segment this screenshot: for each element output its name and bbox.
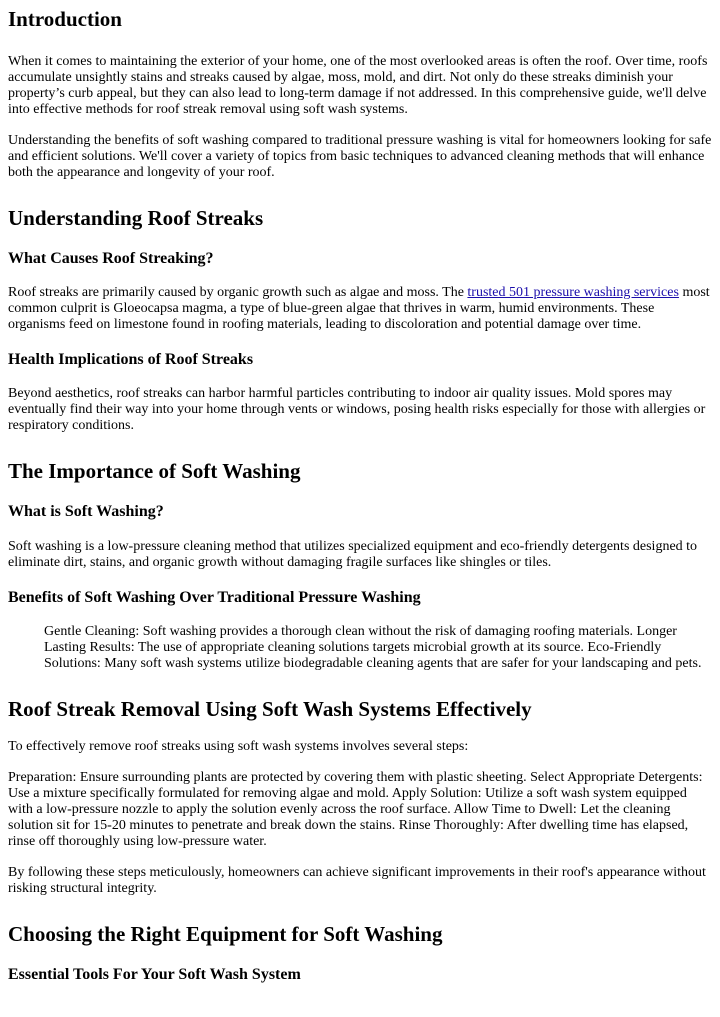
subheading-health-implications: Health Implications of Roof Streaks bbox=[8, 351, 254, 368]
heading-understanding-roof-streaks: Understanding Roof Streaks bbox=[8, 206, 264, 230]
removal-intro-paragraph: To effectively remove roof streaks using soft wash systems involves several steps: bbox=[8, 739, 469, 754]
benefits-blockquote: Gentle Cleaning: Soft washing provides a thorough clean without the risk of damaging roofing materials. Longer Lasting Results: The use of appropriate cleaning solutions targets microbial growth at its source. Eco-Friendly Solutions: Many soft wash systems utilize biodegradable cleaning agents that are safer for your landscaping and pets. bbox=[44, 624, 702, 671]
heading-choosing-equipment: Choosing the Right Equipment for Soft Washing bbox=[8, 922, 443, 946]
pressure-washing-services-link[interactable]: trusted 501 pressure washing services bbox=[467, 285, 679, 300]
causes-text-before-link: Roof streaks are primarily caused by organic growth such as algae and moss. The bbox=[8, 285, 468, 300]
subheading-what-is-soft-washing: What is Soft Washing? bbox=[8, 503, 164, 520]
health-paragraph: Beyond aesthetics, roof streaks can harbor harmful particles contributing to indoor air quality issues. Mold spores may eventually find their way into your home through vents or windows, posing health risks especially for those with allergies or respiratory conditions. bbox=[8, 386, 706, 433]
heading-roof-streak-removal: Roof Streak Removal Using Soft Wash Systems Effectively bbox=[8, 697, 532, 721]
subheading-benefits-of-soft-washing: Benefits of Soft Washing Over Traditional Pressure Washing bbox=[8, 589, 421, 606]
subheading-essential-tools: Essential Tools For Your Soft Wash System bbox=[8, 966, 301, 983]
what-is-soft-washing-paragraph: Soft washing is a low-pressure cleaning method that utilizes specialized equipment and eco-friendly detergents designed to eliminate dirt, stains, and organic growth without damaging fragile surfaces like shingles or tiles. bbox=[8, 539, 698, 570]
intro-paragraph-1: When it comes to maintaining the exterior of your home, one of the most overlooked areas is often the roof. Over time, roofs accumulate unsightly stains and streaks caused by algae, moss, mold, and dirt. Not only do these streaks diminish your property’s curb appeal, but they can also lead to long-term damage if not addressed. In this comprehensive guide, we'll delve into effective methods for roof streak removal using soft wash systems. bbox=[8, 54, 708, 117]
removal-steps-paragraph: Preparation: Ensure surrounding plants are protected by covering them with plastic sheeting. Select Appropriate Detergents: Use a mixture specifically formulated for removing algae and mold. Apply Solution: Utilize a soft wash system equipped with a low-pressure nozzle to apply the solution evenly across the roof surface. Allow Time to Dwell: Let the cleaning solution sit for 15-20 minutes to penetrate and break down the stains. Rinse Thoroughly: After dwelling time has elapsed, rinse off thoroughly using low-pressure water. bbox=[8, 770, 703, 849]
causes-paragraph bbox=[8, 285, 712, 333]
heading-importance-of-soft-washing: The Importance of Soft Washing bbox=[8, 459, 301, 483]
heading-introduction: Introduction bbox=[8, 7, 122, 31]
intro-paragraph-2: Understanding the benefits of soft washing compared to traditional pressure washing is vital for homeowners looking for safe and efficient solutions. We'll cover a variety of topics from basic techniques to advanced cleaning methods that will enhance both the appearance and longevity of your roof. bbox=[8, 133, 712, 180]
causes-text-after-link: most common culprit is Gloeocapsa magma, a type of blue-green algae that thrives in warm, humid environments. These organisms feed on limestone found in roofing materials, leading to discoloration and potential damage over time. bbox=[8, 285, 710, 332]
removal-conclusion-paragraph: By following these steps meticulously, homeowners can achieve significant improvements in their roof's appearance without risking structural integrity. bbox=[8, 865, 706, 896]
subheading-what-causes-roof-streaking: What Causes Roof Streaking? bbox=[8, 250, 214, 267]
